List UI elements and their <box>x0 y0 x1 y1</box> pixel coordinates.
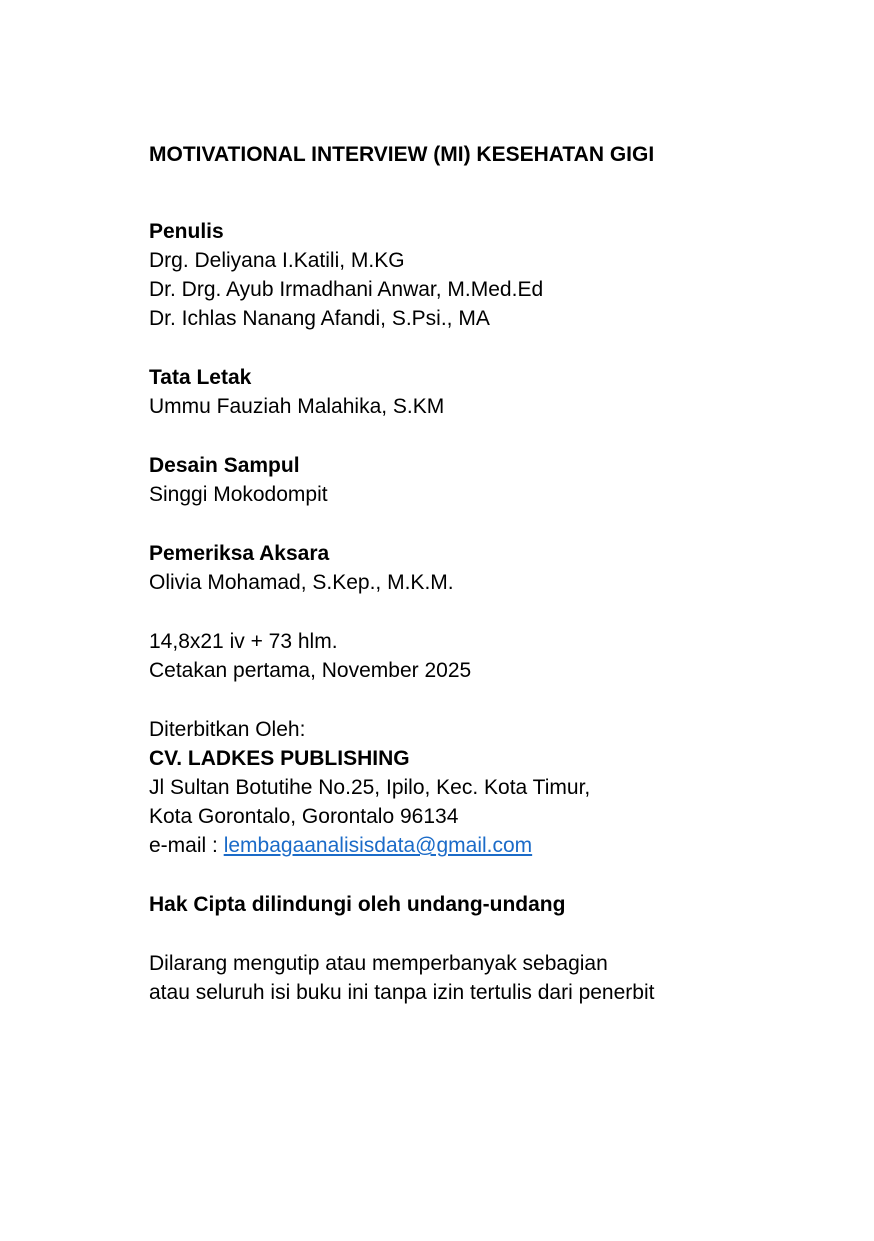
spacer <box>149 509 754 539</box>
spacer <box>149 597 754 627</box>
pemeriksa-aksara-name: Olivia Mohamad, S.Kep., M.K.M. <box>149 571 454 594</box>
print-format: 14,8x21 iv + 73 hlm. <box>149 630 338 653</box>
spacer <box>149 421 754 451</box>
publisher-intro: Diterbitkan Oleh: <box>149 718 306 741</box>
tata-letak-name: Ummu Fauziah Malahika, S.KM <box>149 395 445 418</box>
section-copyright <box>149 890 754 1007</box>
publisher-address-line1: Jl Sultan Botutihe No.25, Ipilo, Kec. Kota Timur, <box>149 776 591 799</box>
author-name: Dr. Ichlas Nanang Afandi, S.Psi., MA <box>149 307 490 330</box>
email-label: e-mail : <box>149 834 224 857</box>
email-link[interactable]: lembagaanalisisdata@gmail.com <box>223 834 533 857</box>
section-print-info <box>149 627 754 685</box>
author-name: Drg. Deliyana I.Katili, M.KG <box>149 249 405 272</box>
section-pemeriksa-aksara <box>149 539 754 597</box>
section-desain-sampul <box>149 451 754 509</box>
publisher-email-line <box>149 831 754 860</box>
spacer <box>149 685 754 715</box>
penulis-heading: Penulis <box>149 220 224 243</box>
section-tata-letak <box>149 363 754 421</box>
spacer <box>149 169 754 217</box>
author-name: Dr. Drg. Ayub Irmadhani Anwar, M.Med.Ed <box>149 278 544 301</box>
publisher-name: CV. LADKES PUBLISHING <box>149 747 410 770</box>
spacer <box>149 919 754 949</box>
copyright-notice-line2: atau seluruh isi buku ini tanpa izin tertulis dari penerbit <box>149 981 655 1004</box>
print-edition: Cetakan pertama, November 2025 <box>149 659 472 682</box>
spacer <box>149 333 754 363</box>
spacer <box>149 860 754 890</box>
section-publisher <box>149 715 754 860</box>
book-title: MOTIVATIONAL INTERVIEW (MI) KESEHATAN GIGI <box>149 143 655 166</box>
copyright-notice-line1: Dilarang mengutip atau memperbanyak sebagian <box>149 952 608 975</box>
tata-letak-heading: Tata Letak <box>149 366 252 389</box>
section-penulis <box>149 217 754 333</box>
publisher-address-line2: Kota Gorontalo, Gorontalo 96134 <box>149 805 459 828</box>
copyright-heading: Hak Cipta dilindungi oleh undang-undang <box>149 893 566 916</box>
desain-sampul-heading: Desain Sampul <box>149 454 300 477</box>
desain-sampul-name: Singgi Mokodompit <box>149 483 328 506</box>
pemeriksa-aksara-heading: Pemeriksa Aksara <box>149 542 330 565</box>
